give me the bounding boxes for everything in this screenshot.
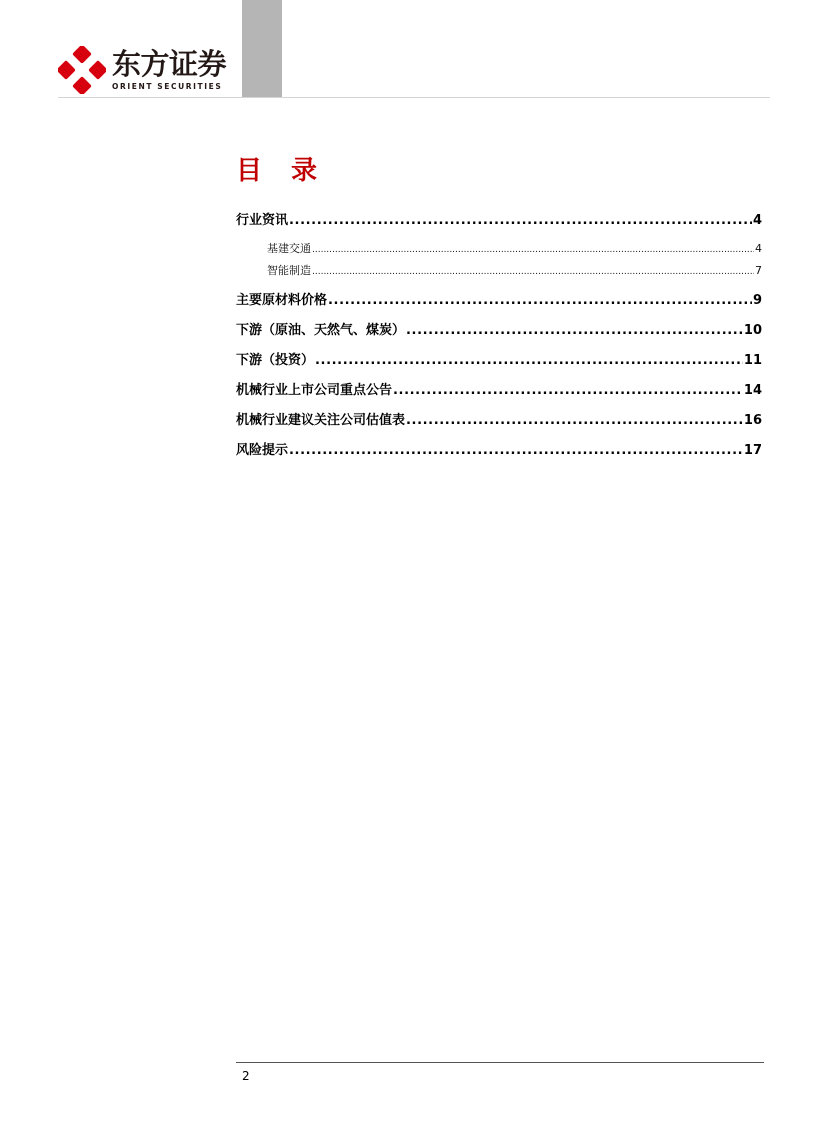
toc-entry-page: 4 [755,242,762,255]
toc-title: 目 录 [236,156,328,186]
toc-entry-page: 11 [743,353,762,368]
header-gray-block [242,0,282,98]
toc-entry-infrastructure-transport[interactable] [236,238,762,260]
toc-leader-dots [393,378,743,404]
toc-entry-label: 主要原材料价格 [236,293,328,308]
toc-leader-dots [406,318,743,344]
logo-english-name: ORIENT SECURITIES [112,82,223,91]
page-header [0,0,827,100]
toc-leader-dots [289,438,743,464]
table-of-contents [236,208,762,468]
toc-leader-dots [315,348,743,374]
toc-leader-dots [328,288,752,314]
toc-entry-page: 9 [752,293,762,308]
toc-entry-label: 机械行业建议关注公司估值表 [236,413,406,428]
toc-entry-label: 智能制造 [267,264,311,277]
toc-entry-label: 下游（投资） [236,353,315,368]
toc-leader-dots [406,408,743,434]
toc-entry-raw-material-prices[interactable] [236,288,762,318]
toc-leader-dots [312,261,754,283]
toc-entry-label: 机械行业上市公司重点公告 [236,383,393,398]
toc-leader-dots [289,208,752,234]
toc-entry-label: 行业资讯 [236,213,289,228]
toc-entry-page: 10 [743,323,762,338]
footer-divider [236,1062,764,1063]
toc-leader-dots [312,239,754,261]
toc-entry-page: 17 [743,443,762,458]
toc-entry-downstream-energy[interactable] [236,318,762,348]
toc-entry-page: 4 [752,213,762,228]
toc-entry-smart-manufacturing[interactable] [236,260,762,282]
toc-entry-risk-warning[interactable] [236,438,762,468]
toc-entry-page: 14 [743,383,762,398]
page-number: 2 [242,1069,250,1083]
toc-entry-company-announcements[interactable] [236,378,762,408]
toc-entry-page: 16 [743,413,762,428]
orient-securities-logo-icon [58,46,106,94]
toc-entry-page: 7 [755,264,762,277]
header-divider [58,97,770,98]
toc-entry-label: 基建交通 [267,242,311,255]
toc-entry-valuation-table[interactable] [236,408,762,438]
toc-entry-downstream-investment[interactable] [236,348,762,378]
toc-entry-label: 风险提示 [236,443,289,458]
toc-entry-industry-news[interactable] [236,208,762,238]
toc-entry-label: 下游（原油、天然气、煤炭） [236,323,406,338]
logo-chinese-name: 东方证券 [112,47,227,81]
